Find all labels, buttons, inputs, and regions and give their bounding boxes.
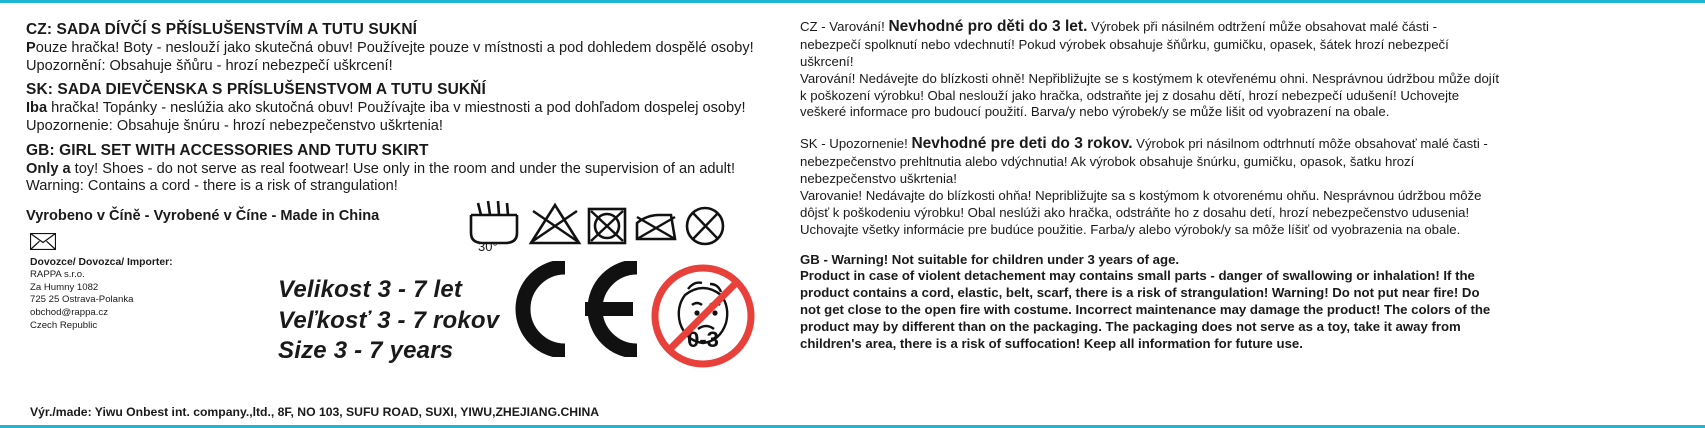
sk-warning-bold: Nevhodné pre deti do 3 rokov. — [911, 135, 1133, 153]
wash-temperature-label: 30° — [478, 239, 498, 254]
do-not-iron-icon — [637, 215, 675, 239]
gb-warning-title: GB - Warning! Not suitable for children under 3 years of age. — [800, 251, 1180, 267]
cz-paragraph-lead: P — [26, 40, 36, 56]
age-restriction-svg — [648, 261, 758, 371]
age-restriction-0-3-icon — [648, 261, 758, 371]
importer-line: Za Humny 1082 — [30, 281, 99, 293]
importer-heading: Dovozce/ Dovozca/ Importer: — [30, 257, 173, 268]
gb-paragraph-text: toy! Shoes - do not serve as real footwear! Use only in the room and under the supervision of an adult! Warning: Contains a cord - there is a risk of strangulation! — [26, 160, 736, 195]
care-symbols-svg — [465, 199, 755, 255]
size-gb: Size 3 - 7 years — [278, 337, 454, 365]
importer-block — [30, 233, 260, 332]
envelope-icon — [30, 233, 260, 253]
age-restriction-text: 0-3 — [687, 327, 719, 352]
importer-line: 725 25 Ostrava-Polanka — [30, 294, 134, 306]
sk-paragraph-lead: Iba — [26, 100, 48, 117]
ce-mark-icon — [505, 261, 655, 357]
importer-line: obchod@rappa.cz — [30, 306, 109, 318]
left-text-column — [26, 21, 786, 224]
sk-warning-title: SK - Upozornenie! — [800, 136, 908, 152]
do-not-dry-clean-icon — [687, 208, 723, 244]
size-cz: Velikost 3 - 7 let — [278, 276, 463, 303]
importer-line: Czech Republic — [30, 319, 98, 331]
sk-warning-text: Výrobok pri násilnom odtrhnutí môže obsahovať malé časti - nebezpečenstvo prehltnutia alebo vdýchnutia! Ak výrobok obsahuje šnúrku, gumičku, opasok, šatku hrozí nebezpečenstvo uškrtenia! — [800, 136, 1488, 186]
sk-warning-paragraph — [800, 134, 1500, 188]
sk-heading: SK: SADA DIEVČENSKA S PRÍSLUŠENSTVOM A TUTU SUKŇÍ — [26, 81, 486, 99]
cz-warning-paragraph — [800, 17, 1500, 71]
importer-line: RAPPA s.r.o. — [30, 269, 85, 280]
cz-warning-bold: Nevhodné pro děti do 3 let. — [888, 18, 1088, 35]
cz-warning-text: Výrobek při násilném odtržení může obsahovat malé části - nebezpečí spolknutí nebo vdechnutí! Pokud výrobek obsahuje šňůrku, gumičku, opasek, šátek hrozí nebezpečí uškrcení! — [800, 19, 1449, 69]
gb-warning-paragraph: Product in case of violent detachement may contains small parts - danger of swallowing or inhalation! If the product contains a cord, elastic, belt, scarf, there is a risk of strangulation! Warning! Do not put near fire! Do not get close to the open fire with costume. Incorrect maintenance may damage the product! The colors of the product may by different than on the packaging. The packaging does not serve as a toy, take it away from children's area, there is a risk of suffocation! Keep all information for future use. — [800, 268, 1491, 352]
cz-heading: CZ: SADA DÍVČÍ S PŘÍSLUŠENSTVÍM A TUTU SUKNÍ — [26, 21, 418, 38]
size-block — [278, 275, 499, 367]
sk-maintenance-paragraph: Varovanie! Nedávajte do blízkosti ohňa! Nepribližujte sa s kostýmom k otvorenému ohňu. Nesprávnou údržbou môže dôjsť k poškodeniu výrobku! Obal neslúži ako hračka, odstráňte ho z dosahu detí, hrozí nebezpečenstvo udusenia! Uchovajte všetky informácie pre budúce použitie. Farba/y alebo výrobok/y sa môže líšiť od vyobrazenia na obale. — [800, 187, 1482, 237]
do-not-tumble-dry-icon — [589, 209, 625, 243]
size-sk: Veľkosť 3 - 7 rokov — [278, 306, 500, 334]
do-not-bleach-icon — [531, 205, 579, 243]
hand-wash-30-icon — [471, 201, 517, 243]
envelope-icon-svg — [30, 233, 56, 250]
gb-paragraph-lead: Only a — [26, 160, 71, 177]
ce-mark-svg — [505, 261, 655, 357]
cz-paragraph — [26, 40, 786, 75]
care-symbols-row — [465, 199, 755, 259]
sk-paragraph — [26, 100, 786, 135]
made-in-line: Vyrobeno v Číně - Vyrobené v Číne - Made in China — [26, 207, 380, 224]
cz-warning-title: CZ - Varování! — [800, 19, 885, 34]
gb-heading: GB: GIRL SET WITH ACCESSORIES AND TUTU SKIRT — [26, 141, 429, 159]
sk-paragraph-text: hračka! Topánky - neslúžia ako skutočná obuv! Používajte iba v miestnosti a pod dohľadom dospelej osoby! Upozornenie: Obsahuje šnúru - hrozí nebezpečenstvo uškrtenia! — [26, 100, 746, 134]
right-text-column — [800, 17, 1500, 353]
gb-paragraph — [26, 161, 786, 196]
cz-paragraph-text: ouze hračka! Boty - neslouží jako skutečná obuv! Používejte pouze v místnosti a pod dohledem dospělé osoby! Upozornění: Obsahuje šňůru - hrozí nebezpečí uškrcení! — [26, 40, 754, 74]
manufacturer-line: Výr./made: Yiwu Onbest int. company.,ltd., 8F, NO 103, SUFU ROAD, SUXI, YIWU,ZHEJIANG.CHINA — [30, 405, 600, 419]
cz-maintenance-paragraph: Varování! Nedávejte do blízkosti ohně! Nepřibližujte se s kostýmem k otevřenému ohni. Nesprávnou údržbou může dojít k poškození výrobku! Obal neslouží jako hračka, odstraňte jej z dosahu dětí, hrozí nebezpečí udušení! Uchovejte veškeré informace pro budoucí použití. Barva/y nebo výrobek/y se může lišit od vyobrazení na obale. — [800, 70, 1500, 120]
